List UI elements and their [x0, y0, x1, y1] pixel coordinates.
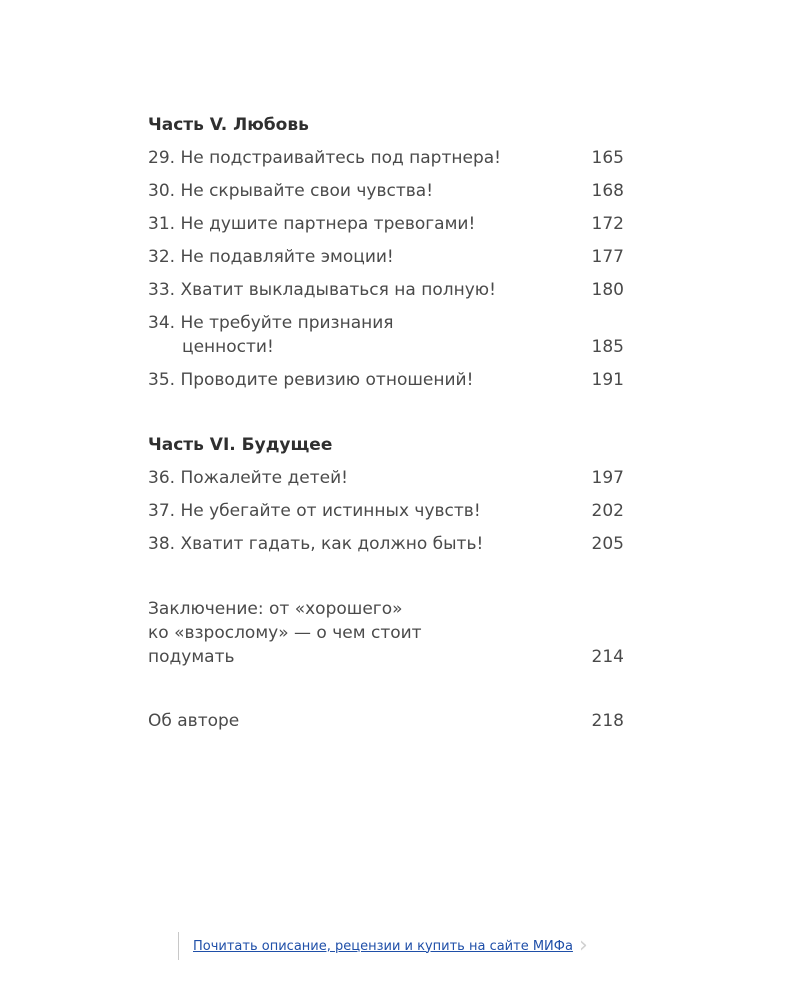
chevron-right-icon: ›: [578, 933, 588, 958]
footer-link-container: [178, 932, 625, 960]
toc-entry-title: 36. Пожалейте детей!: [148, 468, 348, 488]
toc-entry-title: 37. Не убегайте от истинных чувств!: [148, 501, 481, 521]
toc-entry: [148, 179, 624, 203]
toc-entry-title: 30. Не скрывайте свои чувства!: [148, 181, 434, 201]
toc-entry-page: 185: [591, 337, 624, 357]
toc-entry: [148, 311, 624, 359]
toc-entry: [148, 499, 624, 523]
toc-entry-title: [148, 311, 586, 359]
toc-entry-page: 172: [591, 214, 624, 234]
toc-entry-page: 165: [591, 148, 624, 168]
toc-entry-page: 202: [591, 501, 624, 521]
section-spacer: [148, 556, 624, 597]
toc-entry-about: [148, 709, 624, 733]
conclusion-page: 214: [591, 647, 624, 667]
toc-entry: [148, 245, 624, 269]
toc-entry: [148, 532, 624, 556]
toc-entry-title: 35. Проводите ревизию отношений!: [148, 370, 474, 390]
toc-entry-title: 31. Не душите партнера тревогами!: [148, 214, 476, 234]
conclusion-title: [148, 597, 422, 669]
toc-entry-title: 29. Не подстраивайтесь под партнера!: [148, 148, 501, 168]
table-of-contents: [148, 113, 624, 733]
toc-entry: [148, 212, 624, 236]
toc-entry-title: 33. Хватит выкладываться на полную!: [148, 280, 496, 300]
toc-entry-title: 38. Хватит гадать, как должно быть!: [148, 534, 484, 554]
toc-entry-page: 168: [591, 181, 624, 201]
toc-entry: [148, 368, 624, 392]
conclusion-title-line1: Заключение: от «хорошего»: [148, 599, 403, 619]
buy-on-mif-link[interactable]: Почитать описание, рецензии и купить на сайте МИФа: [193, 938, 573, 954]
section-heading-part5: Часть V. Любовь: [148, 115, 309, 135]
toc-entry-title-line1: 34. Не требуйте признания: [148, 313, 394, 333]
toc-entry: [148, 466, 624, 490]
section-spacer: [148, 392, 624, 433]
section-heading-part6: Часть VI. Будущее: [148, 435, 333, 455]
toc-entry-page: 177: [591, 247, 624, 267]
toc-entry-page: 180: [591, 280, 624, 300]
toc-entry: [148, 278, 624, 302]
toc-entry-page: 197: [591, 468, 624, 488]
toc-entry-title: 32. Не подавляйте эмоции!: [148, 247, 394, 267]
toc-entry-conclusion: [148, 597, 624, 669]
conclusion-title-line2: ко «взрослому» — о чем стоит: [148, 623, 422, 643]
conclusion-title-line3: подумать: [148, 647, 235, 667]
toc-entry-page: 205: [591, 534, 624, 554]
toc-entry: [148, 146, 624, 170]
section-spacer: [148, 669, 624, 709]
about-title: Об авторе: [148, 711, 240, 731]
toc-entry-page: 191: [591, 370, 624, 390]
toc-entry-title-line2: ценности!: [182, 337, 274, 357]
about-page: 218: [591, 711, 624, 731]
